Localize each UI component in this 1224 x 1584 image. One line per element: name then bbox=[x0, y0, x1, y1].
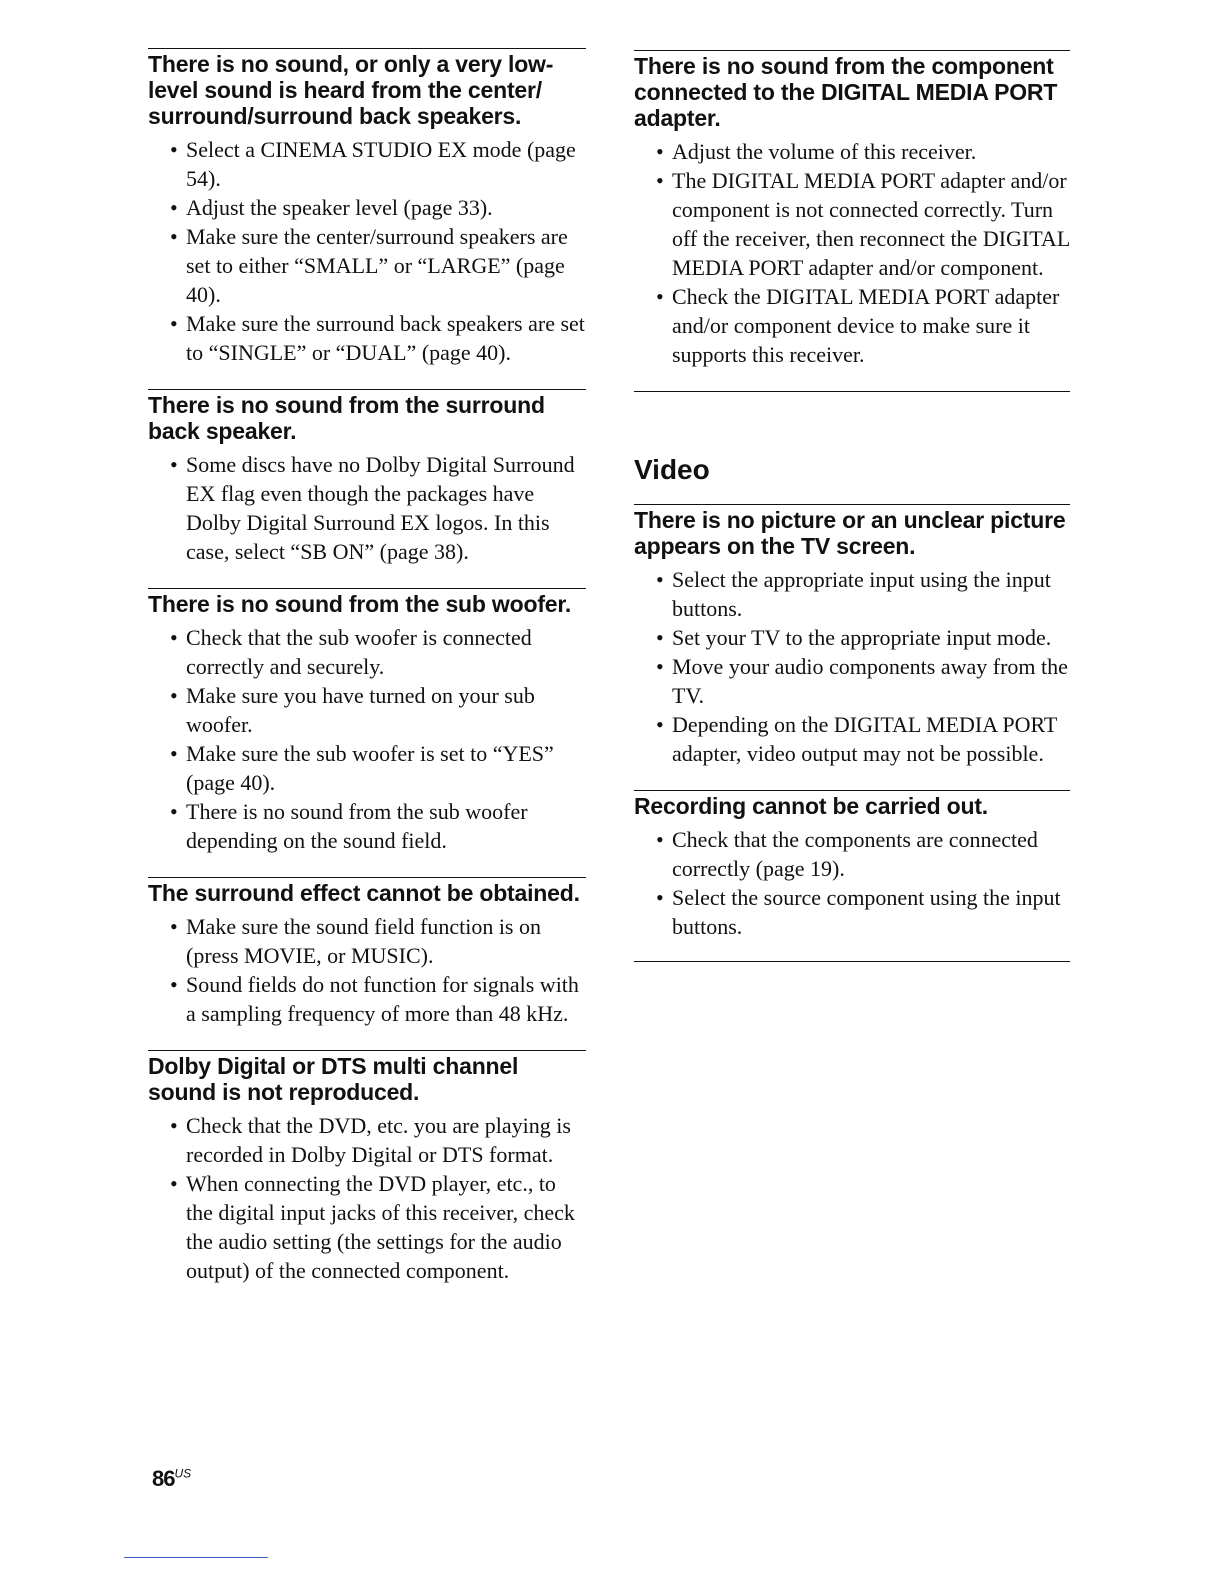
bullet-item: • Make sure the sound field function is on (press MOVIE, or MUSIC). bbox=[170, 912, 586, 970]
bullet-item: • Select the source component using the input buttons. bbox=[656, 883, 1070, 941]
troubleshooting-section bbox=[148, 48, 586, 367]
section-heading: There is no sound, or only a very low-level sound is heard from the center/ surround/surround back speakers. bbox=[148, 51, 554, 129]
bullet-list bbox=[634, 137, 1070, 369]
bullet-list bbox=[148, 1111, 586, 1285]
bullet-item: • Check the DIGITAL MEDIA PORT adapter and/or component device to make sure it supports this receiver. bbox=[656, 282, 1070, 369]
bullet-item: • Make sure the center/surround speakers are set to either “SMALL” or “LARGE” (page 40). bbox=[170, 222, 586, 309]
section-heading: There is no sound from the surround back speaker. bbox=[148, 392, 545, 444]
troubleshooting-section bbox=[634, 790, 1070, 941]
bullet-item: • Some discs have no Dolby Digital Surround EX flag even though the packages have Dolby Digital Surround EX logos. In this case, select “SB ON” (page 38). bbox=[170, 450, 586, 566]
troubleshooting-section bbox=[148, 1050, 586, 1285]
section-heading: Dolby Digital or DTS multi channel sound is not reproduced. bbox=[148, 1053, 519, 1105]
bullet-item: • Make sure the sub woofer is set to “YES” (page 40). bbox=[170, 739, 586, 797]
page-number-value: 86 bbox=[152, 1466, 175, 1491]
footer-rule bbox=[124, 1557, 268, 1558]
bullet-item: • Adjust the speaker level (page 33). bbox=[170, 193, 586, 222]
bullet-item: • Make sure you have turned on your sub woofer. bbox=[170, 681, 586, 739]
troubleshooting-section bbox=[634, 50, 1070, 369]
bullet-item: • Sound fields do not function for signals with a sampling frequency of more than 48 kHz. bbox=[170, 970, 586, 1028]
right-column bbox=[634, 50, 1070, 962]
section-heading: The surround effect cannot be obtained. bbox=[148, 880, 580, 906]
bullet-item: • Set your TV to the appropriate input mode. bbox=[656, 623, 1070, 652]
bullet-item: • Check that the sub woofer is connected correctly and securely. bbox=[170, 623, 586, 681]
section-heading: There is no sound from the sub woofer. bbox=[148, 591, 572, 617]
troubleshooting-section bbox=[148, 389, 586, 566]
section-heading: There is no picture or an unclear picture appears on the TV screen. bbox=[634, 507, 1066, 559]
bullet-list bbox=[634, 565, 1070, 768]
bullet-item: • Adjust the volume of this receiver. bbox=[656, 137, 1070, 166]
troubleshooting-section bbox=[148, 588, 586, 855]
bullet-item: • Check that the DVD, etc. you are playing is recorded in Dolby Digital or DTS format. bbox=[170, 1111, 586, 1169]
bullet-item: • There is no sound from the sub woofer depending on the sound field. bbox=[170, 797, 586, 855]
section-end-rule bbox=[634, 391, 1070, 392]
page-number-suffix: US bbox=[174, 1466, 192, 1481]
bullet-item: • Depending on the DIGITAL MEDIA PORT adapter, video output may not be possible. bbox=[656, 710, 1070, 768]
video-section-title: Video bbox=[634, 454, 710, 485]
bullet-item: • Make sure the surround back speakers are set to “SINGLE” or “DUAL” (page 40). bbox=[170, 309, 586, 367]
troubleshooting-section bbox=[634, 504, 1070, 768]
left-column bbox=[148, 48, 586, 1307]
bullet-item: • Check that the components are connected correctly (page 19). bbox=[656, 825, 1070, 883]
section-end-rule bbox=[634, 961, 1070, 962]
bullet-list bbox=[634, 825, 1070, 941]
bullet-item: • Select a CINEMA STUDIO EX mode (page 54). bbox=[170, 135, 586, 193]
bullet-list bbox=[148, 623, 586, 855]
bullet-item: • The DIGITAL MEDIA PORT adapter and/or component is not connected correctly. Turn off the receiver, then reconnect the DIGITAL MEDIA PORT adapter and/or component. bbox=[656, 166, 1070, 282]
bullet-list bbox=[148, 135, 586, 367]
bullet-item: • When connecting the DVD player, etc., to the digital input jacks of this receiver, check the audio setting (the settings for the audio output) of the connected component. bbox=[170, 1169, 586, 1285]
section-heading: Recording cannot be carried out. bbox=[634, 793, 988, 819]
bullet-item: • Select the appropriate input using the input buttons. bbox=[656, 565, 1070, 623]
page-number bbox=[152, 1466, 191, 1492]
section-heading: There is no sound from the component connected to the DIGITAL MEDIA PORT adapter. bbox=[634, 53, 1058, 131]
bullet-list bbox=[148, 912, 586, 1028]
troubleshooting-section bbox=[148, 877, 586, 1028]
bullet-list bbox=[148, 450, 586, 566]
bullet-item: • Move your audio components away from the TV. bbox=[656, 652, 1070, 710]
